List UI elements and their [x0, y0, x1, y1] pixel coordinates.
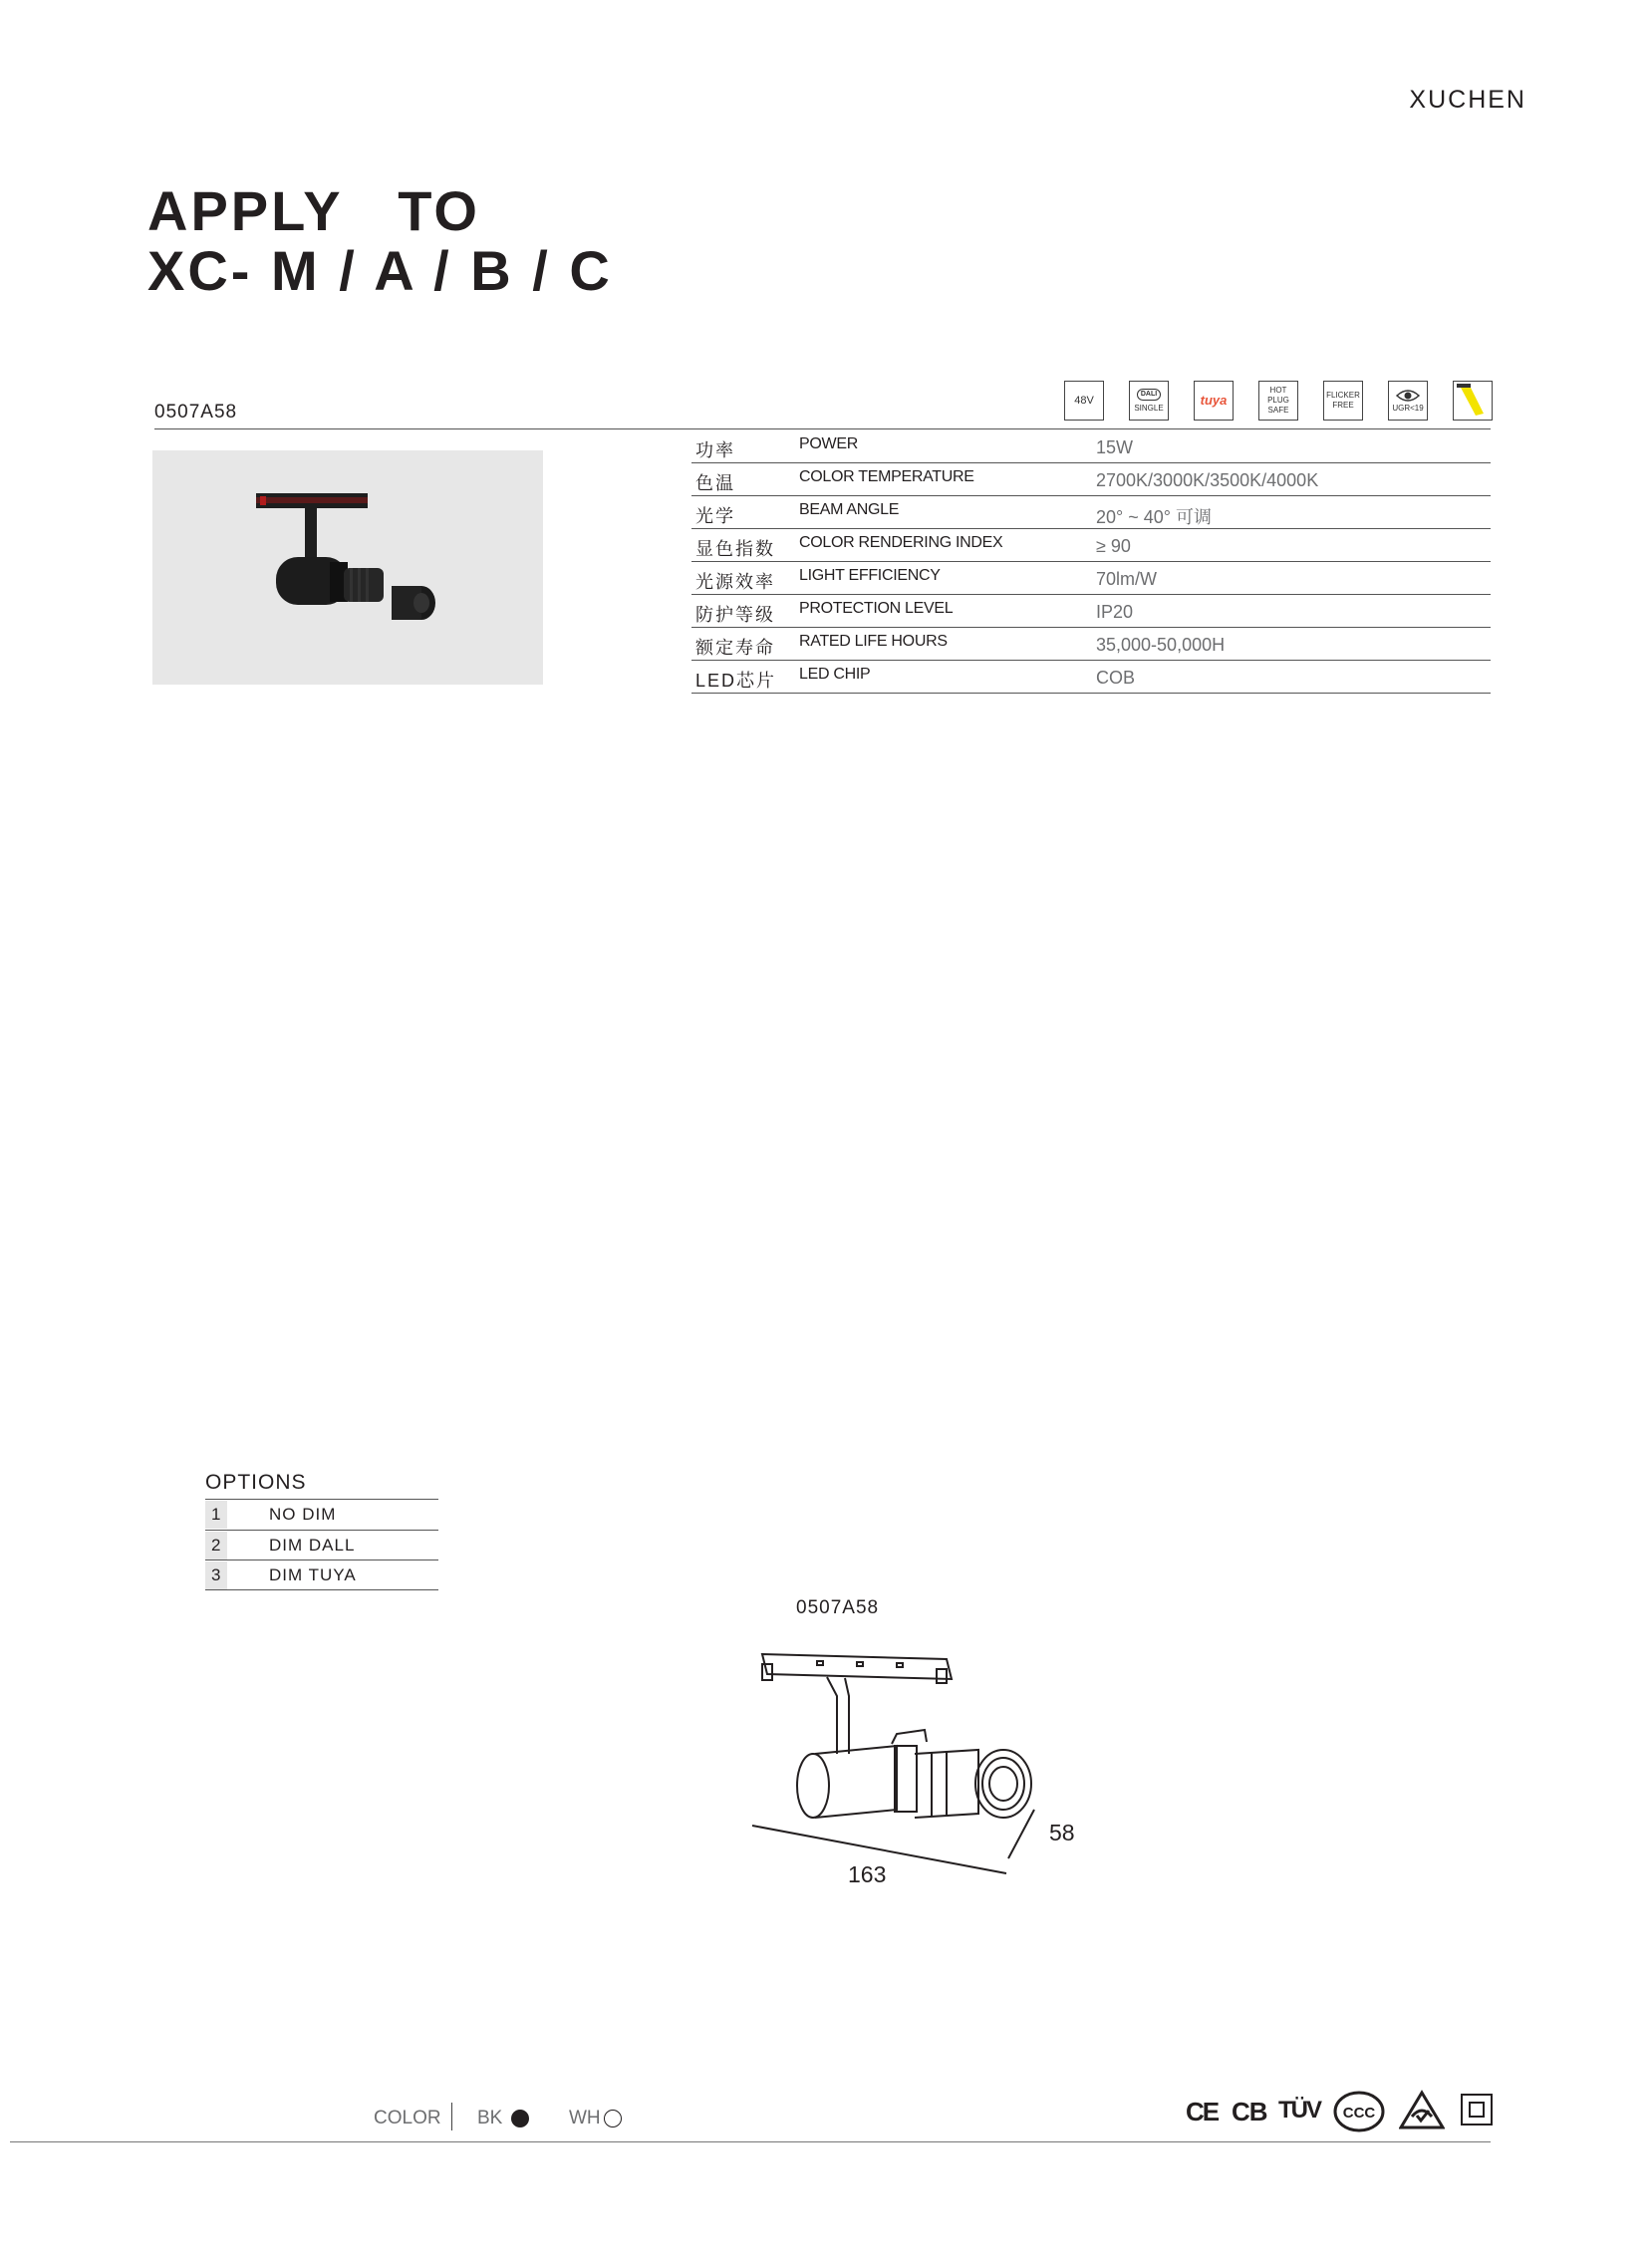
option-label: DIM TUYA: [269, 1565, 357, 1584]
drawing-model-number: 0507A58: [796, 1597, 880, 1618]
eye-icon: [1395, 388, 1421, 404]
spec-en: RATED LIFE HOURS: [799, 633, 948, 650]
dimension-length: 163: [848, 1861, 887, 1887]
spec-en: BEAM ANGLE: [799, 501, 900, 518]
title-line-1: APPLY TO: [147, 179, 480, 242]
tuv-mark-icon: TÜV: [1278, 2097, 1320, 2124]
spec-cn: 显色指数: [695, 539, 775, 559]
technical-drawing: [747, 1634, 1096, 1893]
color-white-label: WH: [569, 2108, 601, 2128]
option-row: [205, 1561, 438, 1589]
cb-mark-icon: CB: [1232, 2097, 1267, 2126]
spec-cn: 光源效率: [695, 572, 775, 592]
option-number: 1: [205, 1501, 227, 1529]
spec-table: [691, 430, 1491, 694]
spec-row: [691, 496, 1491, 529]
spec-cn: LED芯片: [695, 671, 777, 691]
white-swatch-icon: [604, 2110, 622, 2127]
spec-cn: 额定寿命: [695, 638, 775, 658]
spec-cn: 功率: [695, 440, 735, 460]
header-rule: [154, 428, 1491, 429]
option-row: [205, 1532, 438, 1559]
spec-row: [691, 628, 1491, 661]
page-title: [147, 181, 613, 301]
rcm-mark-icon: [1399, 2090, 1445, 2131]
spec-value: ≥ 90: [1096, 536, 1131, 556]
brand-name: XUCHEN: [1409, 86, 1526, 114]
model-number: 0507A58: [154, 402, 238, 423]
options-rule: [205, 1559, 438, 1560]
spec-row: [691, 661, 1491, 694]
spec-en: COLOR TEMPERATURE: [799, 468, 974, 485]
color-label: COLOR: [374, 2108, 441, 2128]
color-separator: [451, 2103, 452, 2130]
spec-cn: 色温: [695, 473, 735, 493]
tuya-icon: tuya: [1194, 381, 1234, 421]
color-black: [477, 2108, 502, 2129]
spec-en: LED CHIP: [799, 666, 871, 683]
dimension-diameter: 58: [1049, 1820, 1075, 1845]
options-rule: [205, 1499, 438, 1500]
ugr-icon: UGR<19: [1388, 381, 1428, 421]
options-rule: [205, 1589, 438, 1590]
option-label: NO DIM: [269, 1505, 337, 1524]
spec-row: [691, 463, 1491, 496]
spec-value: 15W: [1096, 437, 1134, 457]
spec-value: 35,000-50,000H: [1096, 635, 1226, 655]
spec-value: 2700K/3000K/3500K/4000K: [1096, 470, 1319, 490]
dali-single-icon: DALI SINGLE: [1129, 381, 1169, 421]
option-label: DIM DALL: [269, 1536, 356, 1555]
spec-value: 70lm/W: [1096, 569, 1158, 589]
spec-en: COLOR RENDERING INDEX: [799, 534, 1003, 551]
color-black-label: BK: [477, 2108, 503, 2128]
spec-row: [691, 430, 1491, 463]
title-line-2: XC- M / A / B / C: [147, 239, 613, 302]
footer-rule: [10, 2141, 1491, 2142]
spec-value: IP20: [1096, 602, 1134, 622]
color-white: [569, 2108, 601, 2129]
spec-cn: 光学: [695, 506, 735, 526]
option-number: 3: [205, 1561, 227, 1589]
spec-value: 20° ~ 40° 可调: [1096, 507, 1212, 527]
spec-row: [691, 595, 1491, 628]
spec-en: POWER: [799, 435, 858, 452]
hot-plug-safe-icon: HOT PLUG SAFE: [1258, 381, 1298, 421]
spec-row: [691, 562, 1491, 595]
flicker-free-icon: FLICKER FREE: [1323, 381, 1363, 421]
spec-value: COB: [1096, 668, 1136, 688]
options-title: OPTIONS: [205, 1471, 307, 1494]
spec-en: PROTECTION LEVEL: [799, 600, 954, 617]
ce-mark-icon: CE: [1186, 2097, 1219, 2126]
beam-icon: [1453, 381, 1493, 421]
ccc-mark-icon: [1333, 2090, 1385, 2133]
svg-text:CCC: CCC: [1342, 2105, 1376, 2122]
product-photo: [152, 450, 543, 685]
48v-icon: 48V: [1064, 381, 1104, 421]
options-rule: [205, 1530, 438, 1531]
spec-cn: 防护等级: [695, 605, 775, 625]
spec-row: [691, 529, 1491, 562]
class-ii-mark-icon: [1461, 2094, 1493, 2126]
black-swatch-icon: [511, 2110, 529, 2127]
option-row: [205, 1501, 438, 1529]
option-number: 2: [205, 1532, 227, 1559]
spec-en: LIGHT EFFICIENCY: [799, 567, 941, 584]
